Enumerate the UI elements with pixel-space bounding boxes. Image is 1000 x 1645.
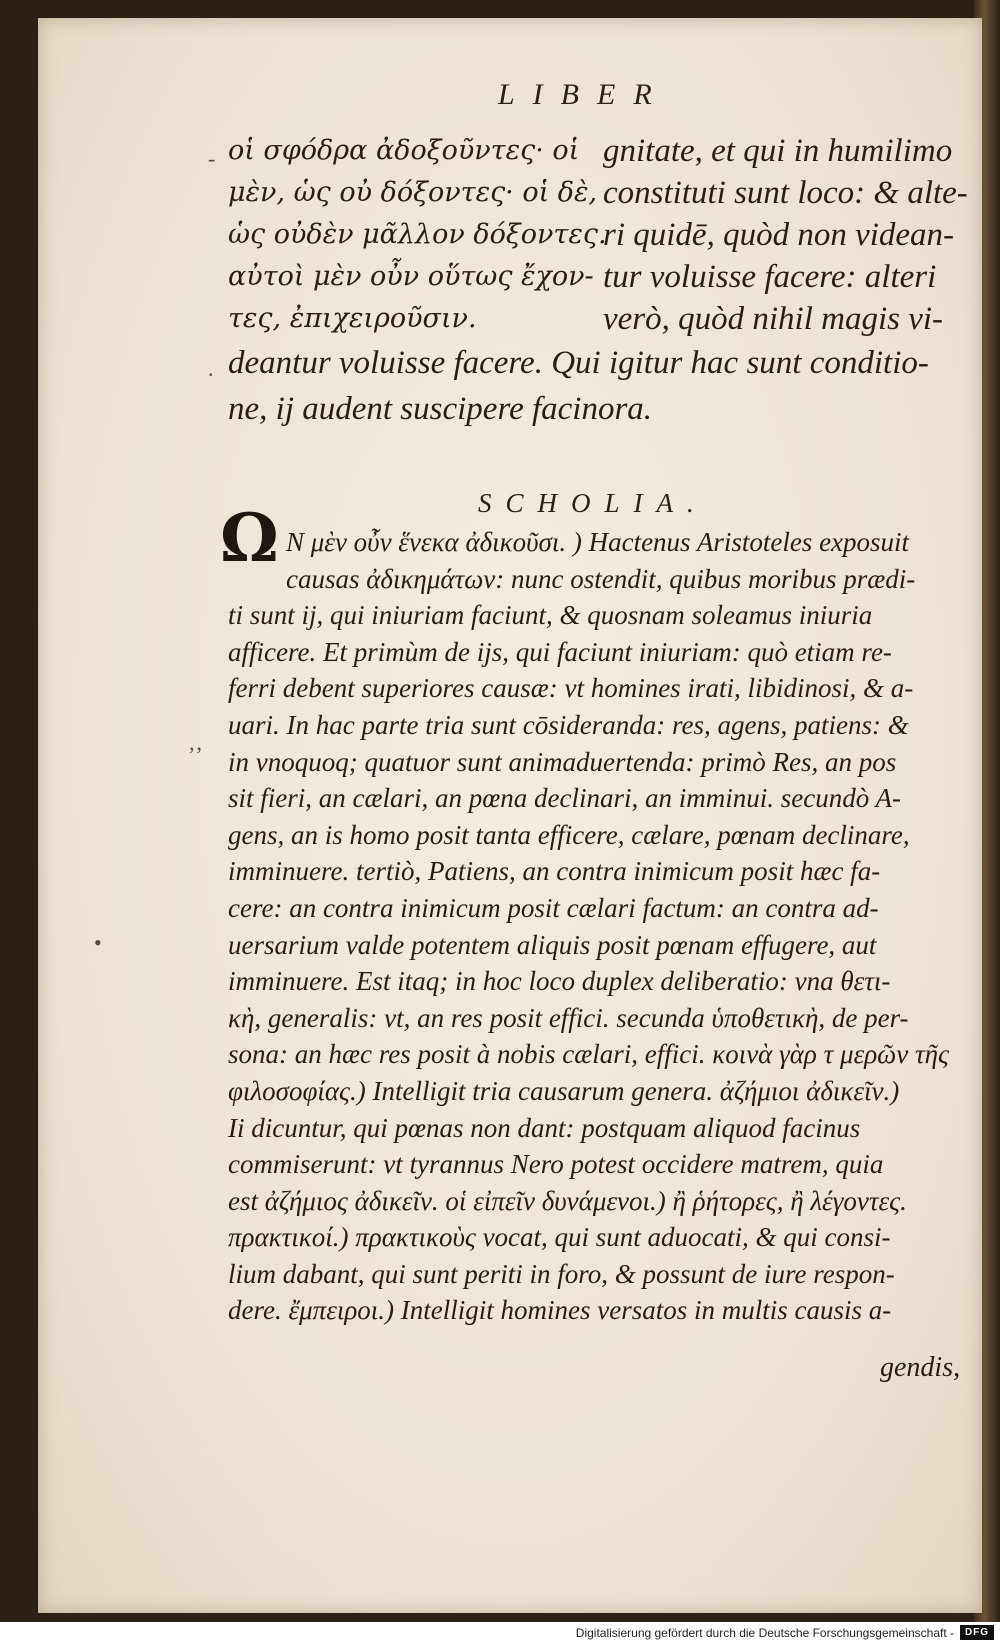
scholia-line: imminuere. tertiò, Patiens, an contra inimicum posit hæc fa- <box>228 856 881 887</box>
scholia-line: ferri debent superiores causæ: vt homines irati, libidinosi, & a- <box>228 673 914 704</box>
scholia-heading: SCHOLIA. <box>478 488 708 518</box>
scholia-line: N μὲν οὖν ἕνεκα ἀδικοῦσι. ) Hactenus Aristoteles exposuit <box>286 527 910 557</box>
scholia-line: in vnoquoq; quatuor sunt animaduertenda: primò Res, an pos <box>228 746 897 777</box>
greek-line: αὐτοὶ μὲν οὖν οὕτως ἔχον- <box>228 261 594 292</box>
scholia-line: dere. ἔμπειροι.) Intelligit homines versatos in multis causis a- <box>228 1295 892 1326</box>
scholia-line: causas ἀδικημάτων: nunc ostendit, quibus moribus prædi- <box>286 563 916 594</box>
latin-continuation <box>228 340 988 432</box>
scholia-line: Ii dicuntur, qui pœnas non dant: postquam aliquod facinus <box>228 1112 861 1143</box>
funding-credit: Digitalisierung gefördert durch die Deutsche Forschungsgemeinschaft - <box>575 1626 954 1640</box>
dfg-logo: DFG <box>960 1625 994 1640</box>
margin-speck: - <box>208 146 216 171</box>
drop-cap-initial: Ω <box>220 499 279 577</box>
latin-line: ri quidē, quòd non videan- <box>603 217 955 253</box>
running-head: LIBER <box>498 78 670 111</box>
catchword: gendis, <box>880 1352 961 1383</box>
greek-text-column <box>228 130 607 340</box>
scholia-line: uersarium valde potentem aliquis posit pœnam effugere, aut <box>228 929 877 960</box>
scholia-line: imminuere. Est itaq; in hoc loco duplex deliberatio: vna θετι- <box>228 966 891 997</box>
scholia-body <box>228 524 998 1329</box>
margin-speck: • <box>94 930 102 955</box>
latin-line: tur voluisse facere: alteri <box>603 259 937 295</box>
scholia-line: est ἀζήμιος ἀδικεῖν. οἱ εἰπεῖν δυνάμενοι.) ἢ ῥήτορες, ἢ λέγοντες. <box>228 1185 907 1216</box>
scholia-line: cere: an contra inimicum posit cælari factum: an contra ad- <box>228 892 879 923</box>
scholia-line: sit fieri, an cælari, an pœna declinari, an imminui. secundò A- <box>228 783 901 814</box>
latin-line: constituti sunt loco: & alte- <box>603 175 968 211</box>
digitization-footer <box>0 1622 1000 1645</box>
latin-line: verò, quòd nihil magis vi- <box>603 301 944 337</box>
scholia-line: πρακτικοί.) πρακτικοὺς vocat, qui sunt aduocati, & qui consi- <box>228 1222 891 1253</box>
scholia-line: commiserunt: vt tyrannus Nero potest occidere matrem, quia <box>228 1149 884 1180</box>
greek-line: μὲν, ὡς οὐ δόξοντες· οἱ δὲ, <box>228 177 598 208</box>
greek-line: ὡς οὐδὲν μᾶλλον δόξοντες. <box>228 219 607 250</box>
scholia-line: afficere. Et primùm de ijs, qui faciunt iniuriam: quò etiam re- <box>228 636 892 667</box>
scholia-line: sona: an hæc res posit à nobis cælari, effici. κοινὰ γὰρ τ μερῶν τῆς <box>228 1039 949 1070</box>
book-page <box>38 18 982 1613</box>
latin-line: gnitate, et qui in humilimo <box>603 133 953 169</box>
scholia-line: gens, an is homo posit tanta efficere, cælare, pœnam declinare, <box>228 819 910 850</box>
scholia-line: lium dabant, qui sunt periti in foro, & possunt de iure respon- <box>228 1258 895 1289</box>
greek-line: οἱ σφόδρα ἀδοξοῦντες· οἱ <box>228 135 580 166</box>
greek-line: τες, ἐπιχειροῦσιν. <box>228 303 477 334</box>
margin-speck: ‚‚ <box>188 730 203 755</box>
scholia-line: κὴ, generalis: vt, an res posit effici. secunda ὑποθετικὴ, de per- <box>228 1002 909 1033</box>
scholia-line: φιλοσοφίας.) Intelligit tria causarum genera. ἀζήμιοι ἀδικεῖν.) <box>228 1075 900 1106</box>
scholia-line: ti sunt ij, qui iniuriam faciunt, & quosnam soleamus iniuria <box>228 600 873 631</box>
scholia-line: uari. In hac parte tria sunt cōsideranda: res, agens, patiens: & <box>228 709 909 740</box>
latin-full-line: deantur voluisse facere. Qui igitur hac sunt conditio- <box>228 345 929 381</box>
latin-text-column <box>603 130 993 340</box>
latin-full-line: ne, ij audent suscipere facinora. <box>228 391 653 427</box>
margin-speck: . <box>208 356 214 381</box>
